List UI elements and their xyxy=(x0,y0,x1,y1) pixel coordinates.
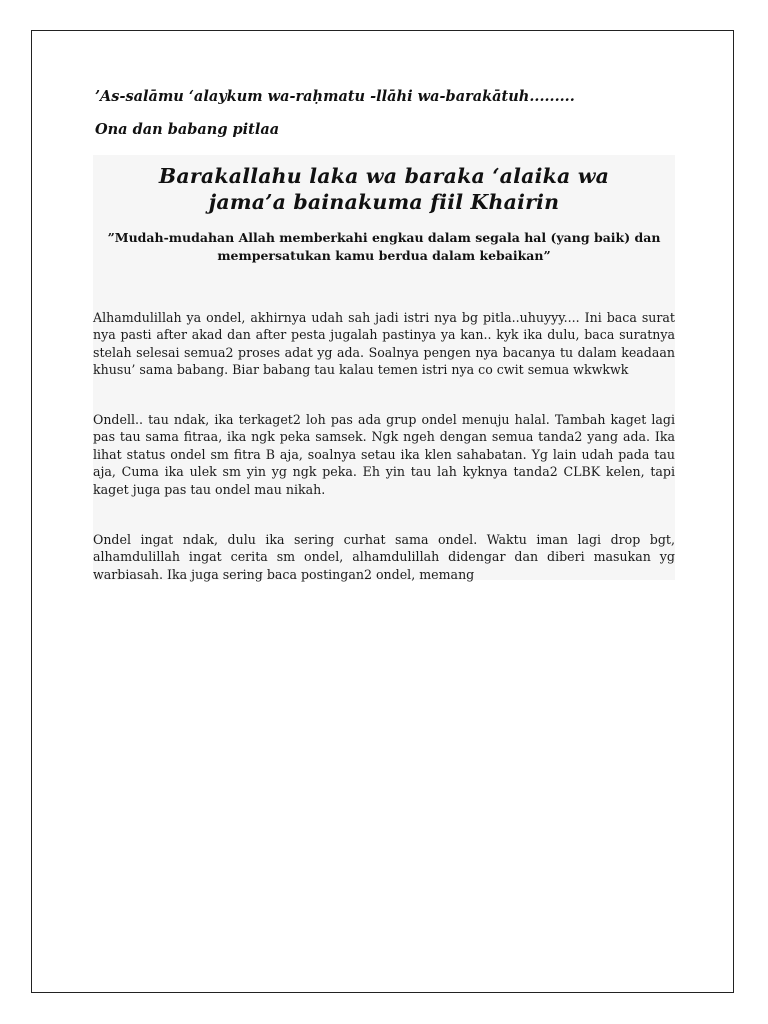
prayer-title-line-2: jama’a bainakuma fiil Khairin xyxy=(208,190,560,214)
prayer-title xyxy=(93,163,675,215)
prayer-title-line-1: Barakallahu laka wa baraka ‘alaika wa xyxy=(158,164,610,188)
paragraph-2: Ondell.. tau ndak, ika terkaget2 loh pas ada grup ondel menuju halal. Tambah kaget lagi pas tau sama fitraa, ika ngk peka samsek. Ngk ngeh dengan semua tanda2 yang ada. Ika lihat status ondel sm fitra B aja, soalnya setau ika klen sahabatan. Yg lain udah pada tau aja, Cuma ika ulek sm yin yg ngk peka. Eh yin tau lah kyknya tanda2 CLBK kelen, tapi kaget juga pas tau ondel mau nikah. xyxy=(93,412,675,497)
paragraph-1: Alhamdulillah ya ondel, akhirnya udah sah jadi istri nya bg pitla..uhuyyy.... Ini baca surat nya pasti after akad dan after pesta jugalah pastinya ya kan.. kyk ika dulu, baca suratnya stelah selesai semua2 proses adat yg ada. Soalnya pengen nya bacanya tu dalam keadaan khusu’ sama babang. Biar babang tau kalau temen istri nya co cwit semua wkwkwk xyxy=(93,310,675,378)
greeting-line: Ona dan babang pitlaa xyxy=(95,121,280,138)
paragraph-3: Ondel ingat ndak, dulu ika sering curhat sama ondel. Waktu iman lagi drop bgt, alhamdulillah ingat cerita sm ondel, alhamdulillah didengar dan diberi masukan yg warbiasah. Ika juga sering baca postingan2 ondel, memang xyxy=(93,532,675,582)
salam-line: ’As-salāmu ‘alaykum wa-raḥmatu -llāhi wa-barakātuh......... xyxy=(95,88,575,105)
prayer-translation: ”Mudah-mudahan Allah memberkahi engkau dalam segala hal (yang baik) dan mempersatukan kamu berdua dalam kebaikan” xyxy=(107,230,661,263)
letter-body xyxy=(93,155,675,580)
